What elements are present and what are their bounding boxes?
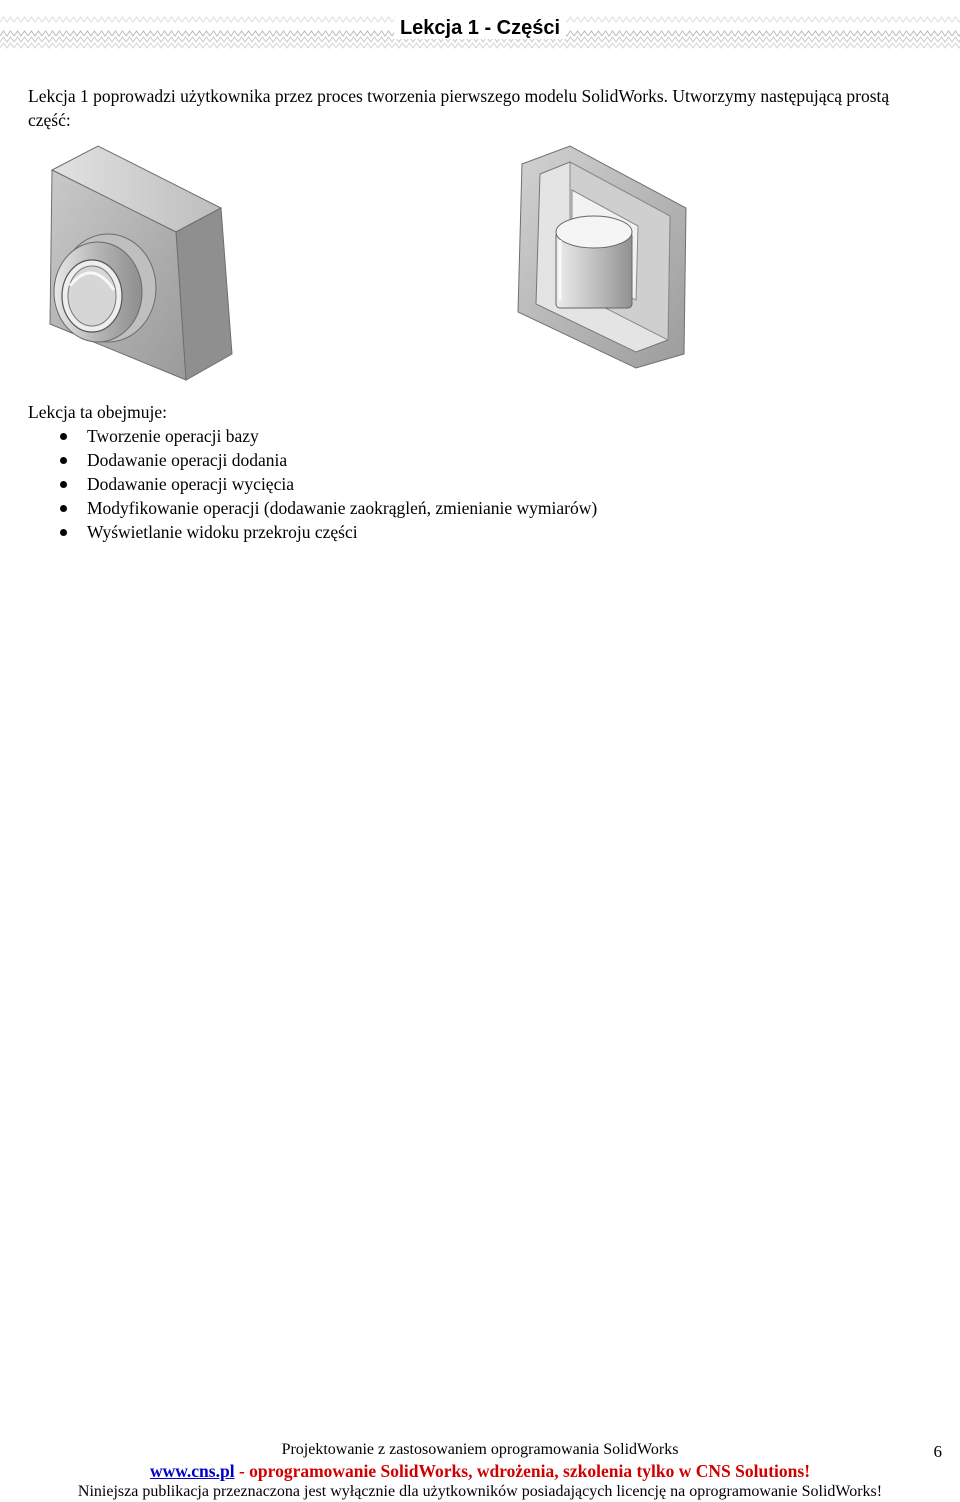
footer-license-note: Niniejsza publikacja przeznaczona jest wyłącznie dla użytkowników posiadających licencję na oprogramowanie SolidWorks!: [77, 1483, 883, 1500]
bullet-icon: [60, 433, 67, 440]
list-item-text: Dodawanie operacji dodania: [87, 450, 288, 470]
footer-promo: [0, 1460, 960, 1482]
list-item: [60, 496, 597, 520]
cns-link[interactable]: www.cns.pl: [149, 1461, 235, 1481]
list-item: [60, 520, 597, 544]
page-number: 6: [933, 1442, 942, 1461]
topic-list: [60, 424, 597, 544]
list-item-text: Wyświetlanie widoku przekroju części: [87, 522, 358, 542]
list-item-text: Modyfikowanie operacji (dodawanie zaokrągleń, zmienianie wymiarów): [87, 498, 598, 518]
list-item-text: Tworzenie operacji bazy: [87, 426, 259, 446]
promo-text: - oprogramowanie SolidWorks, wdrożenia, szkolenia tylko w CNS Solutions!: [234, 1461, 811, 1481]
intro-paragraph: Lekcja 1 poprowadzi użytkownika przez proces tworzenia pierwszego modelu SolidWorks. Utworzymy następującą prostą część:: [28, 86, 890, 130]
page-title: Lekcja 1 - Części: [0, 16, 960, 40]
bullet-icon: [60, 529, 67, 536]
list-item: [60, 424, 597, 448]
footer-book-title: Projektowanie z zastosowaniem oprogramowania SolidWorks: [281, 1441, 679, 1458]
bullet-icon: [60, 481, 67, 488]
part-front-view-icon: [46, 140, 241, 392]
list-item: [60, 448, 597, 472]
bullet-icon: [60, 457, 67, 464]
topics-heading: Lekcja ta obejmuje:: [28, 402, 167, 422]
list-item: [60, 472, 597, 496]
list-item-text: Dodawanie operacji wycięcia: [87, 474, 294, 494]
part-back-view-icon: [514, 140, 699, 370]
bullet-icon: [60, 505, 67, 512]
